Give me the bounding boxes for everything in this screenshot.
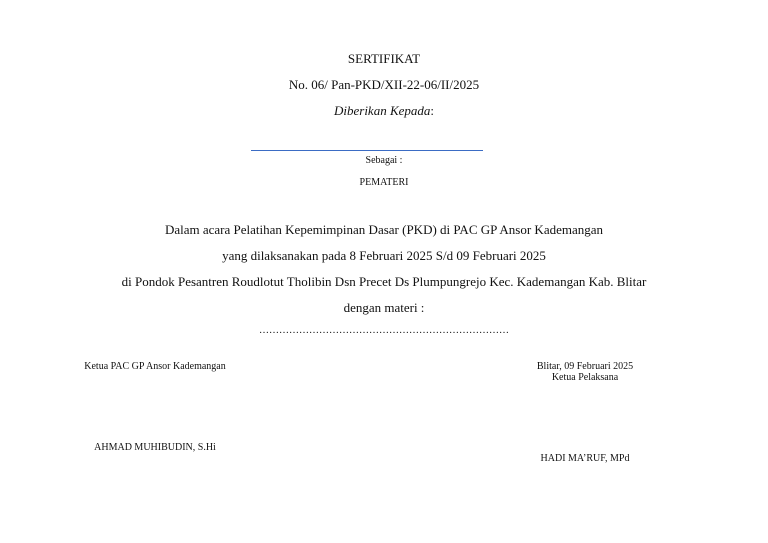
given-to-label (0, 103, 768, 119)
given-to-text: Diberikan Kepada (333, 103, 431, 118)
as-label: Sebagai : (365, 155, 403, 166)
right-signatory-name: HADI MA’RUF, MPd (540, 453, 630, 464)
body-line-date: yang dilaksanakan pada 8 Februari 2025 S/d 09 Februari 2025 (222, 248, 546, 263)
body-line-event: Dalam acara Pelatihan Kepemimpinan Dasar (PKD) di PAC GP Ansor Kademangan (164, 222, 604, 237)
body-line-material-label: dengan materi : (343, 300, 425, 315)
recipient-name-line (251, 150, 483, 151)
certificate-number: No. 06/ Pan-PKD/XII-22-06/II/2025 (288, 77, 480, 92)
right-place-date: Blitar, 09 Februari 2025 (536, 361, 634, 372)
recipient-role: PEMATERI (359, 177, 409, 188)
left-signatory-title: Ketua PAC GP Ansor Kademangan (84, 361, 226, 372)
certificate-title: SERTIFIKAT (347, 51, 421, 66)
left-signatory-name: AHMAD MUHIBUDIN, S.Hi (94, 442, 216, 453)
body-line-location: di Pondok Pesantren Roudlotut Tholibin Dsn Precet Ds Plumpungrejo Kec. Kademangan Kab. Blitar (121, 274, 647, 289)
right-signatory-title: Ketua Pelaksana (551, 372, 619, 383)
given-to-colon: : (430, 103, 435, 118)
material-dots-placeholder: ………………………………………………………………… (259, 325, 509, 336)
